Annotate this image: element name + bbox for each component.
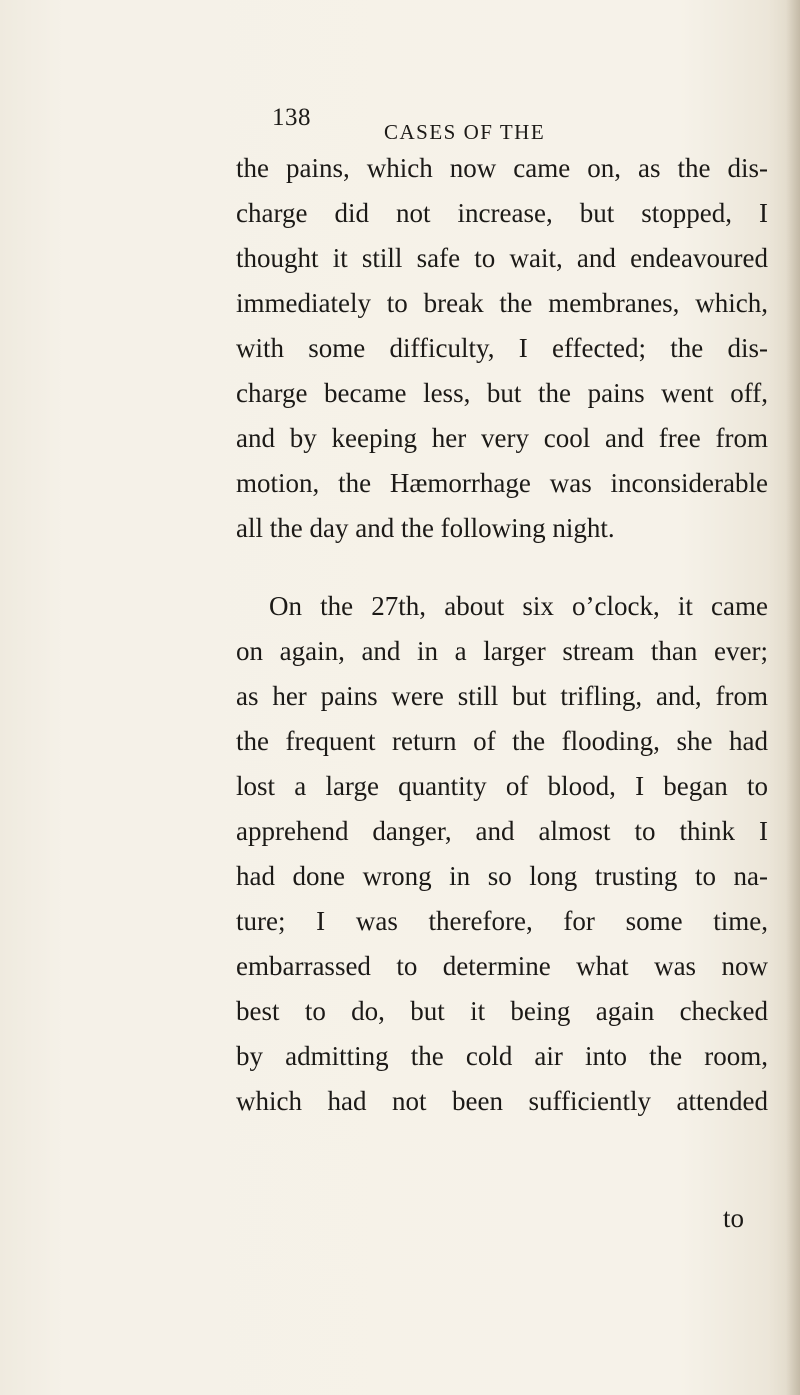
text-line: as her pains were still but trifling, and, from: [236, 681, 768, 711]
text-line: had done wrong in so long trusting to na-: [236, 861, 768, 891]
text-line: embarrassed to determine what was now: [236, 951, 768, 981]
text-line: best to do, but it being again checked: [236, 996, 768, 1026]
paragraph: [236, 146, 768, 551]
catchword: to: [723, 1203, 745, 1233]
text-line: by admitting the cold air into the room,: [236, 1041, 768, 1071]
text-line: lost a large quantity of blood, I began to: [236, 771, 768, 801]
paragraph-gap: [236, 551, 768, 584]
text-line: On the 27th, about six o’clock, it came: [269, 591, 768, 621]
text-line: motion, the Hæmorrhage was inconsiderable: [236, 468, 768, 498]
text-line: on again, and in a larger stream than ever;: [236, 636, 768, 666]
page-number: 138: [272, 104, 311, 131]
text-line: the pains, which now came on, as the dis-: [236, 153, 768, 183]
text-line: ture; I was therefore, for some time,: [236, 906, 768, 936]
text-line: apprehend danger, and almost to think I: [236, 816, 768, 846]
page-edge-shadow: [786, 0, 800, 1395]
paragraph: [236, 584, 768, 1124]
body-text: [236, 146, 768, 1124]
text-line: charge did not increase, but stopped, I: [236, 198, 768, 228]
text-line: all the day and the following night.: [236, 513, 615, 543]
text-line: the frequent return of the flooding, she had: [236, 726, 768, 756]
text-line: charge became less, but the pains went off,: [236, 378, 768, 408]
text-line: and by keeping her very cool and free from: [236, 423, 768, 453]
text-line: with some difficulty, I effected; the dis-: [236, 333, 768, 363]
running-head: CASES OF THE: [384, 120, 546, 144]
text-line: which had not been sufficiently attended: [236, 1086, 768, 1116]
page-header: [0, 104, 800, 148]
text-line: immediately to break the membranes, which,: [236, 288, 768, 318]
text-line: thought it still safe to wait, and endeavoured: [236, 243, 768, 273]
